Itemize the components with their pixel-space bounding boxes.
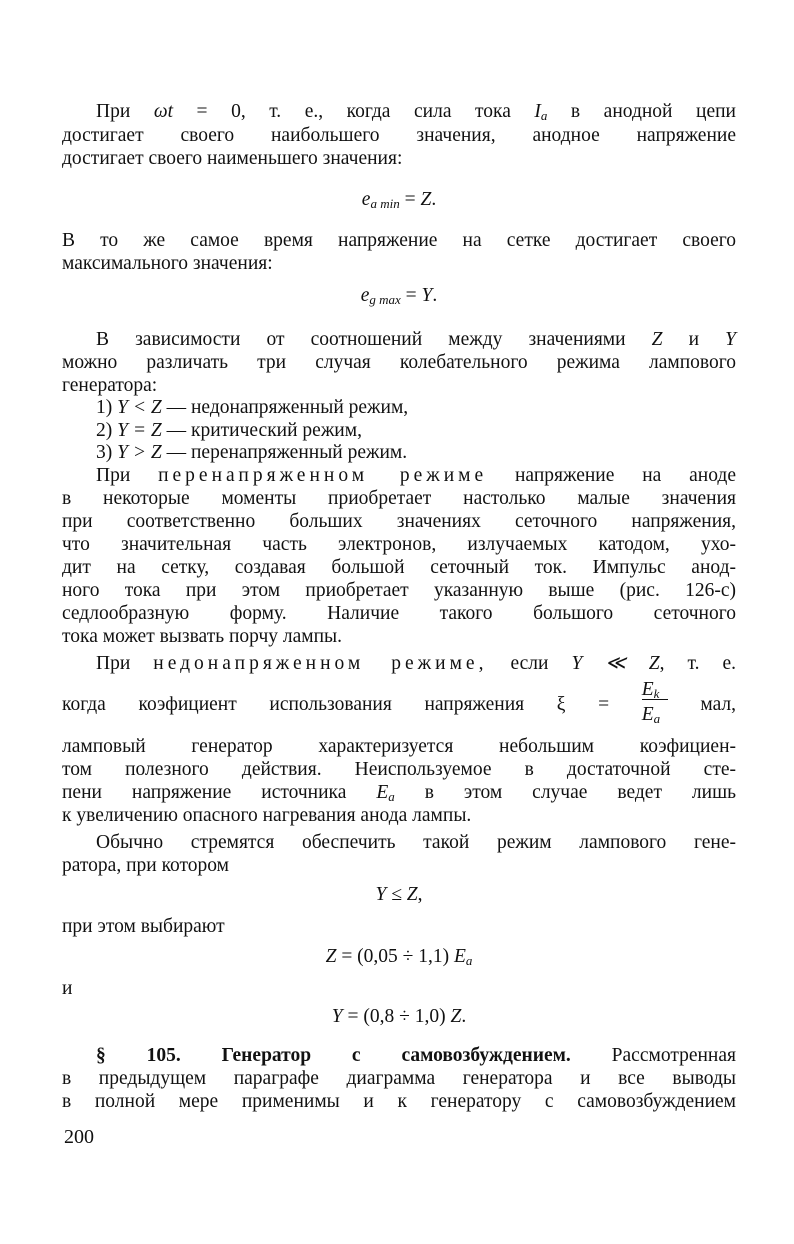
- text-line: [62, 625, 736, 648]
- text-segment: ,: [417, 884, 423, 905]
- text-line: [96, 441, 736, 464]
- text-line: [62, 351, 736, 374]
- math-text: Y < Z: [117, 397, 162, 418]
- text-segment: можно различать три случая колебательного режима лампового: [62, 352, 736, 373]
- text-segment: — критический режим,: [161, 420, 362, 441]
- text-line: [62, 1090, 736, 1113]
- text-segment: достигает своего наименьшего значения:: [62, 148, 403, 169]
- text-segment: = 0, т. е., когда сила тока: [173, 101, 535, 122]
- text-segment: = (0,8 ÷ 1,0): [342, 1006, 451, 1027]
- text-segment: перенапряженном режиме: [158, 465, 488, 486]
- math-text: ωt: [153, 101, 173, 122]
- text-segment: пени напряжение источника: [62, 782, 377, 803]
- text-segment: при этом выбирают: [62, 916, 225, 937]
- text-line: [62, 1005, 736, 1028]
- fraction-numerator: E: [641, 679, 654, 700]
- math-text: Y: [421, 285, 433, 306]
- text-segment: =: [400, 285, 422, 306]
- fraction-numerator-box: [642, 680, 668, 700]
- text-segment: и: [62, 978, 73, 999]
- text-segment: недонапряженном режиме,: [153, 653, 488, 674]
- text-segment: максимального значения:: [62, 253, 273, 274]
- math-text: E: [376, 782, 389, 803]
- math-text: Y > Z: [117, 442, 162, 463]
- text-segment: в этом случае ведет лишь: [394, 782, 736, 803]
- text-segment: , т. е.: [659, 653, 737, 674]
- text-segment: .: [432, 285, 438, 306]
- text-line: [62, 510, 736, 533]
- text-segment: генератора:: [62, 375, 158, 396]
- text-segment: — перенапряженный режим.: [161, 442, 408, 463]
- text-line: [96, 652, 736, 675]
- text-segment: если: [487, 653, 572, 674]
- subscript: a: [653, 711, 661, 726]
- text-segment: что значительная часть электронов, излучаемых катодом, ухо-: [62, 534, 736, 555]
- text-line: [62, 977, 736, 1000]
- text-line: [96, 328, 736, 351]
- fraction-denominator-box: [642, 705, 668, 724]
- math-text: Y: [725, 329, 736, 350]
- text-segment: 3): [96, 442, 118, 463]
- text-segment: седлообразную форму. Наличие такого большого сеточного: [62, 603, 736, 624]
- text-segment: к увеличению опасного нагревания анода лампы.: [62, 805, 472, 826]
- text-line: [96, 100, 736, 123]
- text-line: [62, 487, 736, 510]
- text-line: [62, 229, 736, 252]
- text-segment: 1): [96, 397, 118, 418]
- text-line: [96, 831, 736, 854]
- math-text: Y ≪ Z: [571, 653, 660, 674]
- math-text: Y ≤ Z: [375, 884, 418, 905]
- math-text: Z: [651, 329, 663, 350]
- section-heading: § 105. Генератор с самовозбуждением.: [96, 1045, 571, 1066]
- text-segment: дит на сетку, создавая большой сеточный ток. Импульс анод-: [62, 557, 736, 578]
- math-text: e: [361, 189, 371, 210]
- text-line: [62, 124, 736, 147]
- text-segment: 2): [96, 420, 118, 441]
- text-segment: Рассмотренная: [570, 1045, 736, 1066]
- text-line: [62, 188, 736, 211]
- text-segment: том полезного действия. Неиспользуемое в достаточной сте-: [62, 759, 736, 780]
- text-segment: в некоторые моменты приобретает настолько малые значения: [62, 488, 736, 509]
- text-line: [62, 781, 736, 804]
- text-segment: При: [96, 465, 159, 486]
- text-line: [62, 1067, 736, 1090]
- text-line: [96, 464, 736, 487]
- math-text: Y: [331, 1006, 343, 1027]
- text-segment: .: [461, 1006, 467, 1027]
- subscript: g max: [369, 292, 401, 307]
- subscript: a: [540, 108, 548, 123]
- text-line: [62, 252, 736, 275]
- text-segment: — недонапряженный режим,: [161, 397, 409, 418]
- text-line: [62, 284, 736, 307]
- text-segment: в предыдущем параграфе диаграмма генератора и все выводы: [62, 1068, 736, 1089]
- math-text: Z: [325, 946, 337, 967]
- text-segment: напряжение на аноде: [487, 465, 736, 486]
- text-line: [62, 854, 736, 877]
- text-line: [62, 147, 736, 170]
- text-segment: ного тока при этом приобретает указанную выше (рис. 126-с): [62, 580, 736, 601]
- text-segment: Обычно стремятся обеспечить такой режим лампового гене-: [96, 832, 736, 853]
- text-segment: В то же самое время напряжение на сетке достигает своего: [62, 230, 736, 251]
- text-line: [62, 679, 737, 726]
- text-line: [62, 533, 736, 556]
- text-segment: тока может вызвать порчу лампы.: [62, 626, 343, 647]
- fraction-denominator: E: [641, 704, 654, 725]
- text-line: [62, 579, 736, 602]
- subscript: k: [653, 686, 660, 701]
- text-line: [62, 556, 736, 579]
- text-line: [62, 374, 736, 397]
- text-line: [62, 883, 736, 906]
- text-line: [62, 945, 736, 968]
- math-text: I: [534, 101, 541, 122]
- text-segment: и: [662, 329, 726, 350]
- text-line: [62, 602, 736, 625]
- text-segment: ратора, при котором: [62, 855, 230, 876]
- text-segment: В зависимости от соотношений между значениями: [96, 329, 652, 350]
- text-segment: когда коэфициент использования напряжения ξ =: [62, 694, 642, 715]
- math-text: Z: [450, 1006, 462, 1027]
- text-segment: = (0,05 ÷ 1,1): [336, 946, 454, 967]
- math-text: Y = Z: [117, 420, 162, 441]
- math-text: Z: [420, 189, 432, 210]
- subscript: a: [465, 953, 473, 968]
- text-line: [62, 735, 736, 758]
- text-line: [96, 396, 736, 419]
- text-line: [62, 804, 736, 827]
- text-line: [96, 419, 736, 442]
- fraction: [641, 679, 668, 726]
- text-line: [62, 758, 736, 781]
- math-text: E: [454, 946, 466, 967]
- text-segment: .: [431, 189, 437, 210]
- text-segment: При: [96, 101, 154, 122]
- text-segment: достигает своего наибольшего значения, анодное напряжение: [62, 125, 736, 146]
- text-line: [96, 1044, 736, 1067]
- text-segment: в полной мере применимы и к генератору с самовозбуждением: [62, 1091, 736, 1112]
- text-segment: при соответственно больших значениях сеточного напряжения,: [62, 511, 736, 532]
- subscript: a min: [370, 196, 400, 211]
- math-text: e: [360, 285, 370, 306]
- text-segment: в анодной цепи: [547, 101, 736, 122]
- text-segment: =: [399, 189, 421, 210]
- subscript: a: [388, 789, 395, 804]
- text-line: [62, 915, 736, 938]
- text-segment: ламповый генератор характеризуется небольшим коэфициен-: [62, 736, 736, 757]
- text-segment: мал,: [667, 694, 737, 715]
- text-segment: При: [96, 653, 154, 674]
- page-number: 200: [64, 1126, 94, 1148]
